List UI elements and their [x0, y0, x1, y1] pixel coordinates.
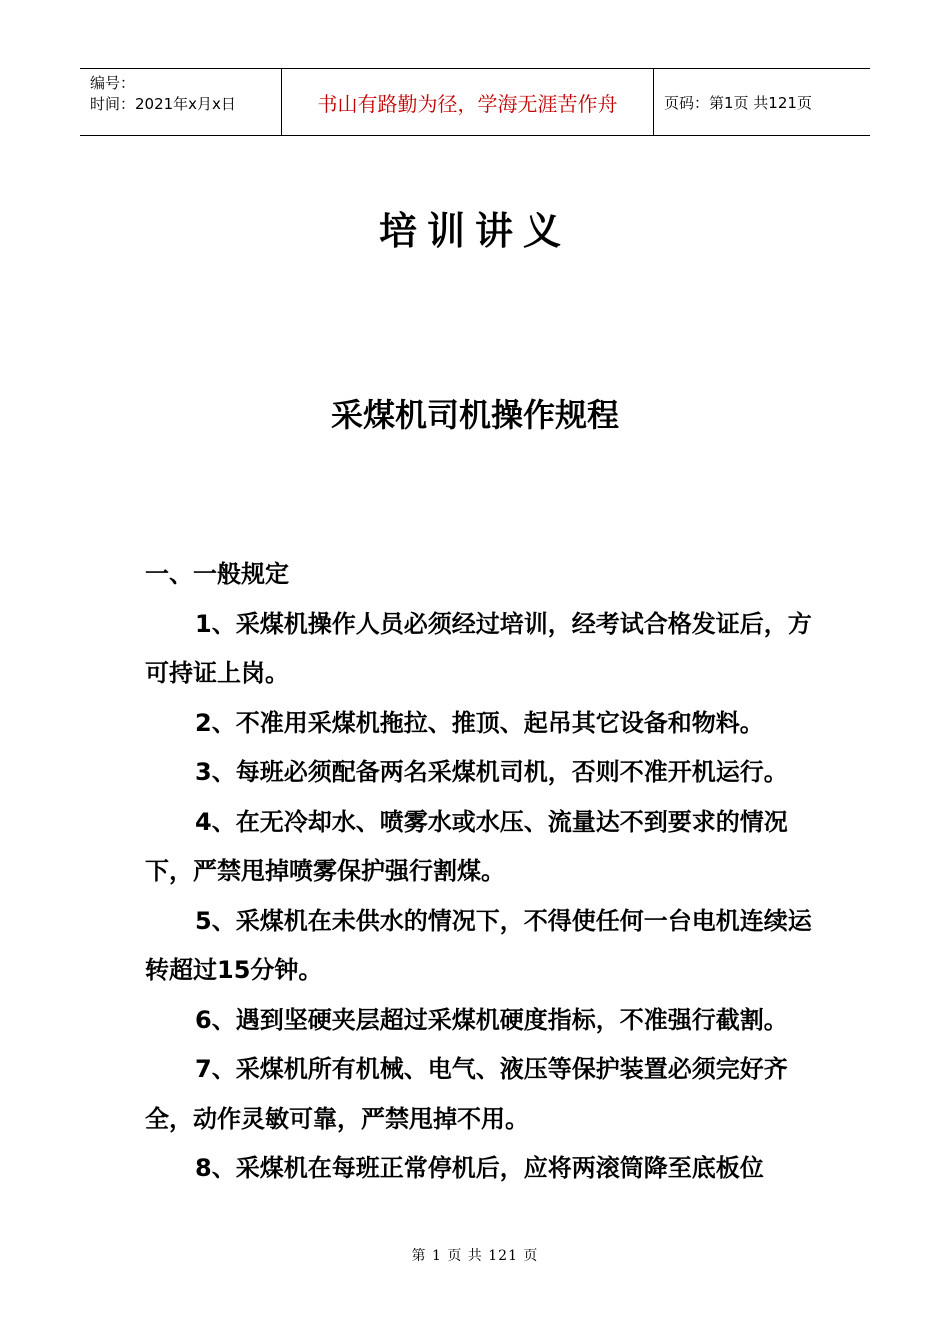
page-footer: 第 1 页 共 121 页 — [411, 1248, 539, 1264]
page-header — [80, 68, 870, 136]
document-subtitle: 采煤机司机操作规程 — [330, 396, 619, 434]
section-heading: 一、一般规定 — [145, 560, 289, 588]
header-motto: 书山有路勤为径，学海无涯苦作舟 — [282, 69, 654, 135]
document-title: 培训讲义 — [378, 209, 571, 253]
list-item: 3、每班必须配备两名采煤机司机，否则不准开机运行。 — [195, 758, 788, 786]
list-item: 5、采煤机在未供水的情况下，不得使任何一台电机连续运转超过15分钟。 — [145, 906, 812, 984]
header-meta — [80, 69, 282, 135]
list-item: 4、在无冷却水、喷雾水或水压、流量达不到要求的情况下，严禁甩掉喷雾保护强行割煤。 — [145, 807, 788, 885]
list-item: 7、采煤机所有机械、电气、液压等保护装置必须完好齐全，动作灵敏可靠，严禁甩掉不用。 — [145, 1055, 788, 1133]
list-item: 8、采煤机在每班正常停机后，应将两滚筒降至底板位 — [195, 1154, 764, 1182]
time-label: 时间：2021年x月x日 — [90, 95, 236, 113]
list-item: 2、不准用采煤机拖拉、推顶、起吊其它设备和物料。 — [195, 708, 764, 737]
number-label: 编号： — [90, 74, 136, 92]
list-item: 1、采煤机操作人员必须经过培训，经考试合格发证后，方可持证上岗。 — [145, 609, 812, 687]
header-page-info: 页码：第1页 共121页 — [664, 93, 812, 112]
list-item: 6、遇到坚硬夹层超过采煤机硬度指标，不准强行截割。 — [195, 1005, 788, 1034]
document-body — [145, 550, 825, 1194]
